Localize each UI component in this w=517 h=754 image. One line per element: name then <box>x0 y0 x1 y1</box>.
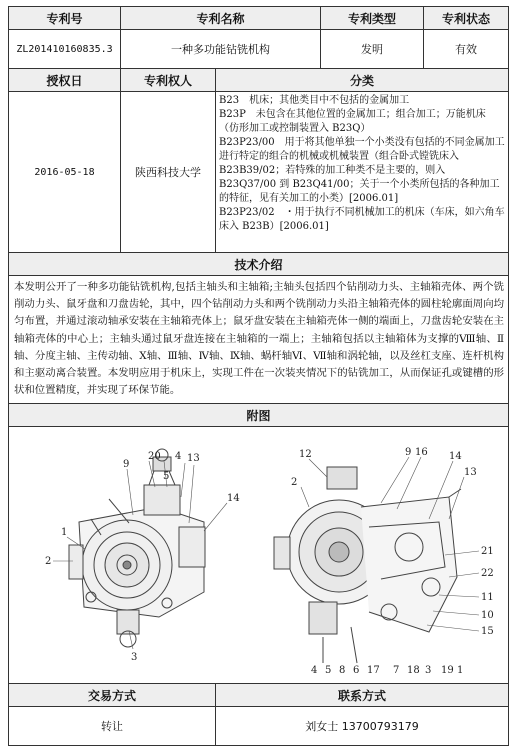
right-label: 21 <box>481 546 494 558</box>
patent-type: 发明 <box>321 30 424 69</box>
header-patent-no: 专利号 <box>9 7 121 30</box>
left-label: 14 <box>227 493 240 505</box>
patent-sheet <box>8 6 508 746</box>
right-label: 14 <box>449 451 462 463</box>
right-label: 5 <box>325 665 332 677</box>
header-figures: 附图 <box>9 404 509 427</box>
figures-cell <box>9 427 509 684</box>
header-patent-status: 专利状态 <box>424 7 509 30</box>
abstract-text: 本发明公开了一种多功能钻铣机构,包括主轴头和主轴箱;主轴头包括四个钻削动力头、主轴箱壳体、两个铣削动力头、鼠牙盘和刀盘齿轮，其中，四个钻削动力头和两个铣削动力头沿主轴箱壳体的圆柱轮廓面周向均匀布置，并通过滚动轴承安装在主轴箱壳体上；鼠牙盘安装在主轴箱壳体一侧的端面上，刀盘齿轮安装在主轴箱壳体的中心上；主轴头通过鼠牙盘连接在主轴箱的一端上；主轴箱包括以主轴箱体为支撑的Ⅷ轴、Ⅱ轴、分度主轴、主传动轴、Ⅹ轴、Ⅲ轴、Ⅳ轴、Ⅸ轴、蜗杆轴Ⅵ、Ⅶ轴和涡轮轴，以及丝杠支座、连杆机构和主驱动离合装置。本发明应用于机床上，实现工件在一次装夹情况下的钻铣加工，从而保证孔或键槽的形状和位置精度，并实现了环保节能。 <box>9 276 509 404</box>
classification-line: B23P23/02 ・用于执行不同机械加工的机床（车床，如六角车床入 B23B）[2006.01] <box>219 207 505 232</box>
drawing-left <box>69 449 205 647</box>
patent-drawings <box>9 427 509 683</box>
patent-number: ZL201410160835.3 <box>9 30 121 69</box>
header-patentee: 专利权人 <box>121 69 216 92</box>
right-label: 15 <box>481 626 494 638</box>
patent-status: 有效 <box>424 30 509 69</box>
trade-mode: 转让 <box>9 707 216 746</box>
header-contact: 联系方式 <box>216 684 509 707</box>
left-label: 20 <box>148 451 161 463</box>
patentee: 陕西科技大学 <box>121 92 216 253</box>
right-label: 12 <box>299 449 312 461</box>
header-patent-type: 专利类型 <box>321 7 424 30</box>
right-label: 11 <box>481 592 494 604</box>
right-label: 18 <box>407 665 420 677</box>
classification-line: B23P 未包含在其他位置的金属加工；组合加工；万能机床（仿形加工或控制装置入 B23Q） <box>219 109 486 134</box>
right-label: 10 <box>481 610 494 622</box>
contact-info: 刘女士 13700793179 <box>216 707 509 746</box>
right-label: 17 <box>367 665 380 677</box>
header-patent-name: 专利名称 <box>121 7 321 30</box>
header-grant-date: 授权日 <box>9 69 121 92</box>
header-tech-intro: 技术介绍 <box>9 253 509 276</box>
drawing-right <box>274 467 461 663</box>
header-classification: 分类 <box>216 69 509 92</box>
right-label: 22 <box>481 568 494 580</box>
patent-table <box>8 6 509 746</box>
right-label: 6 <box>353 665 360 677</box>
header-trade-mode: 交易方式 <box>9 684 216 707</box>
left-label: 3 <box>131 652 138 664</box>
classification-list <box>216 92 509 253</box>
grant-date: 2016-05-18 <box>9 92 121 253</box>
left-label: 2 <box>45 556 52 568</box>
right-label: 8 <box>339 665 346 677</box>
left-label: 13 <box>187 453 200 465</box>
right-label: 2 <box>291 477 298 489</box>
right-label: 16 <box>415 447 428 459</box>
patent-name: 一种多功能钻铣机构 <box>121 30 321 69</box>
classification-line: B23 机床；其他类目中不包括的金属加工 <box>219 95 410 106</box>
left-label: 1 <box>61 527 68 539</box>
figures-area <box>9 427 509 683</box>
right-label: 7 <box>393 665 400 677</box>
right-label: 19 <box>441 665 454 677</box>
classification-line: B23P23/00 用于将其他单独一个小类没有包括的不同金属加工进行特定的组合的机械或机械装置（组合卧式镗铣床入 B23B39/02；若特殊的加工种类不是主要的，则入 B23Q37/00 到 B23Q41/00；关于一个小类所包括的各种加工的特征，见有关加工的小类）[2006.01] <box>219 137 505 204</box>
left-label: 4 <box>175 451 182 463</box>
right-label: 13 <box>464 467 477 479</box>
right-label: 3 <box>425 665 432 677</box>
right-label: 4 <box>311 665 318 677</box>
right-label: 1 <box>457 665 464 677</box>
right-label: 9 <box>405 447 412 459</box>
left-label: 5 <box>163 471 170 483</box>
left-label: 9 <box>123 459 130 471</box>
